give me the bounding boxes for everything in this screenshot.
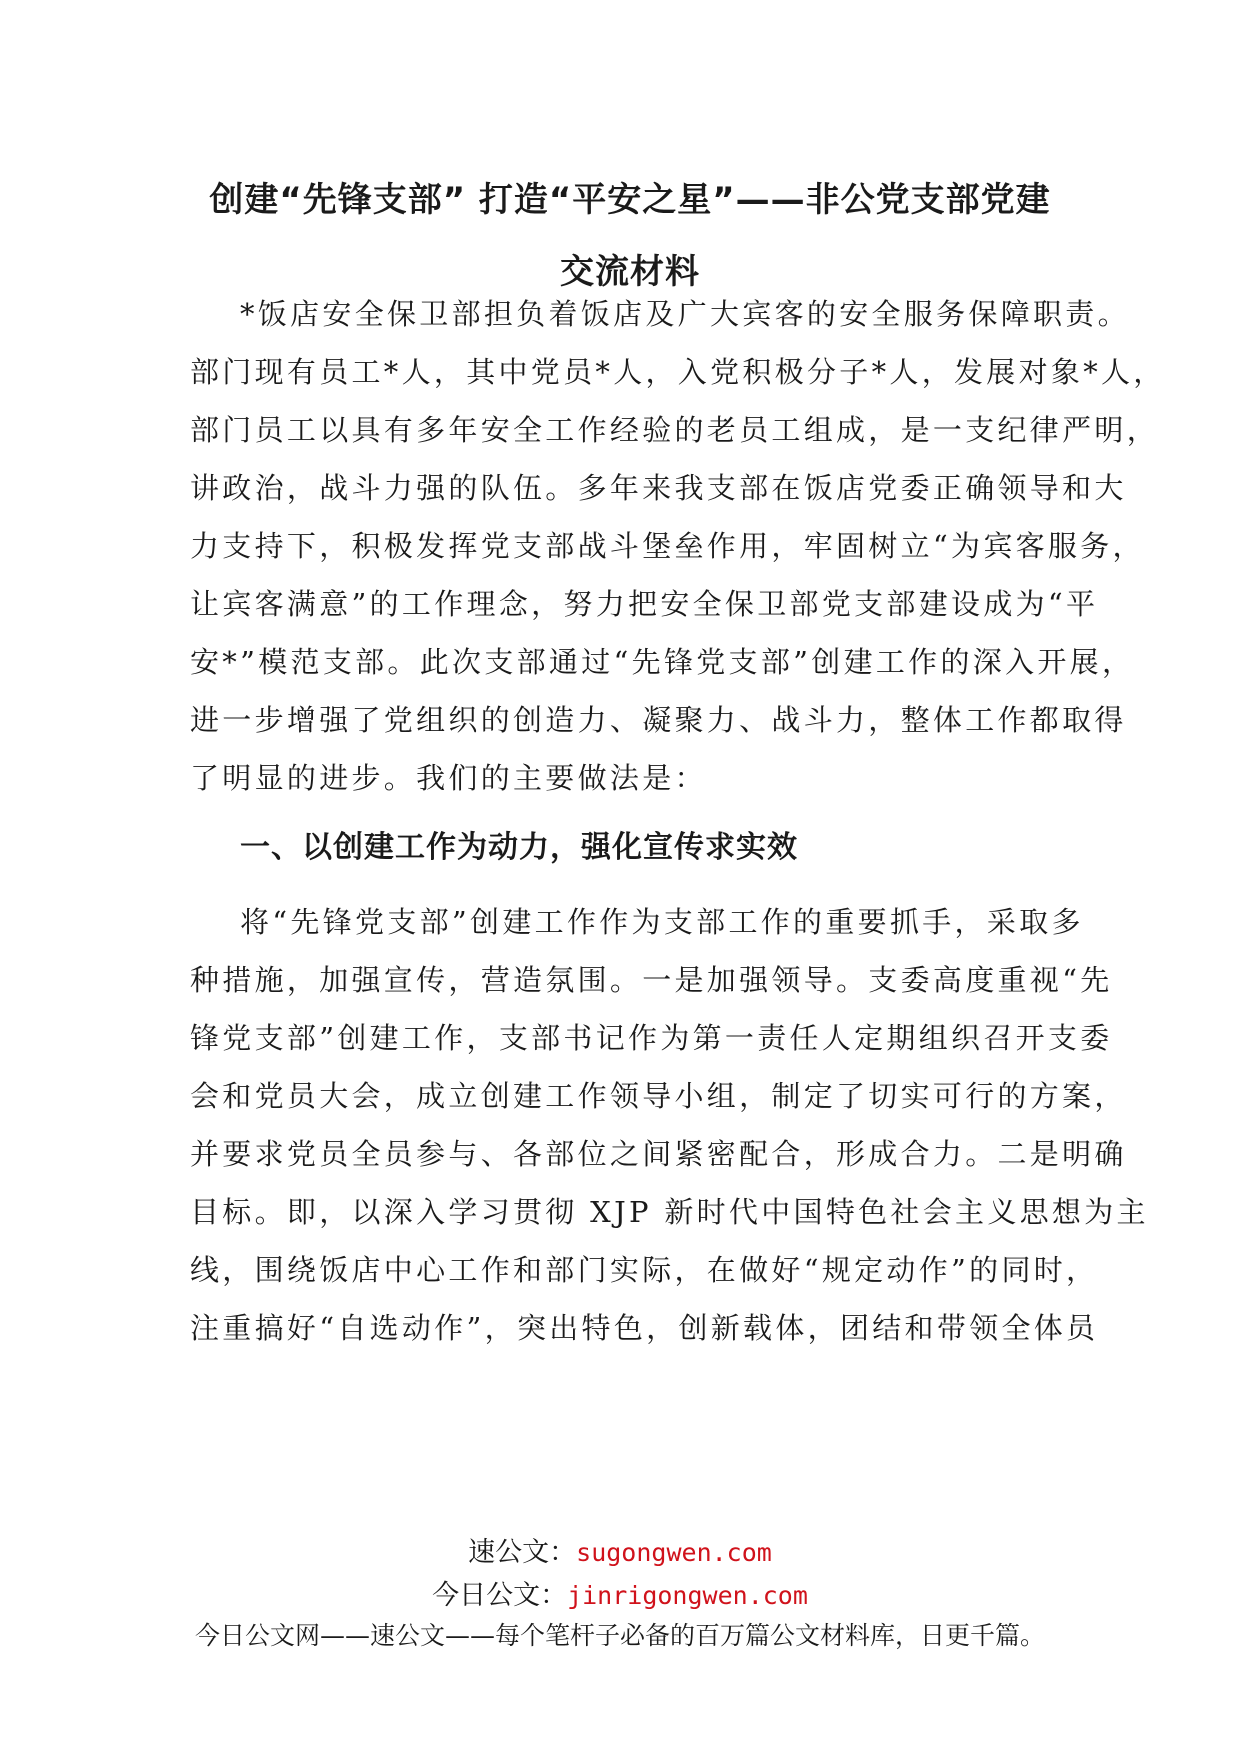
- footer-site-2-link[interactable]: jinrigongwen.com: [567, 1581, 808, 1610]
- paragraph-2-line-2: 种措施，加强宣传，营造氛围。一是加强领导。支委高度重视“先: [190, 963, 1113, 997]
- footer-site-1-label: 速公文：: [468, 1537, 577, 1568]
- paragraph-2-line-3: 锋党支部”创建工作，支部书记作为第一责任人定期组织召开支委: [190, 1021, 1113, 1055]
- document-title-line-1: 创建“先锋支部” 打造“平安之星”——非公党支部党建: [209, 180, 1051, 220]
- paragraph-1-line-3: 部门员工以具有多年安全工作经验的老员工组成，是一支纪律严明，: [190, 413, 1160, 447]
- paragraph-2-line-6: 目标。即，以深入学习贯彻 XJP 新时代中国特色社会主义思想为主: [190, 1195, 1149, 1229]
- footer-slogan: 今日公文网——速公文——每个笔杆子必备的百万篇公文材料库，日更千篇。: [194, 1621, 1045, 1650]
- paragraph-1-line-8: 进一步增强了党组织的创造力、凝聚力、战斗力，整体工作都取得: [190, 703, 1127, 737]
- section-heading-1: 一、以创建工作为动力，强化宣传求实效: [240, 830, 798, 865]
- paragraph-2-line-5: 并要求党员全员参与、各部位之间紧密配合，形成合力。二是明确: [190, 1137, 1127, 1171]
- footer-site-2-label: 今日公文：: [432, 1580, 568, 1611]
- paragraph-2-line-8: 注重搞好“自选动作”，突出特色，创新载体，团结和带领全体员: [190, 1311, 1099, 1345]
- paragraph-2-line-7: 线，围绕饭店中心工作和部门实际，在做好“规定动作”的同时，: [190, 1253, 1099, 1287]
- footer-site-2: [0, 1573, 1240, 1612]
- paragraph-1-line-7: 安*”模范支部。此次支部通过“先锋党支部”创建工作的深入开展，: [190, 645, 1135, 679]
- paragraph-1-line-2: 部门现有员工*人，其中党员*人，入党积极分子*人，发展对象*人，: [190, 355, 1166, 389]
- paragraph-2-line-4: 会和党员大会，成立创建工作领导小组，制定了切实可行的方案，: [190, 1079, 1127, 1113]
- paragraph-1-line-5: 力支持下，积极发挥党支部战斗堡垒作用，牢固树立“为宾客服务，: [190, 529, 1145, 563]
- paragraph-1-line-4: 讲政治，战斗力强的队伍。多年来我支部在饭店党委正确领导和大: [190, 471, 1127, 505]
- paragraph-1-line-6: 让宾客满意”的工作理念，努力把安全保卫部党支部建设成为“平: [190, 587, 1099, 621]
- footer-site-1: [0, 1530, 1240, 1569]
- footer-site-1-link[interactable]: sugongwen.com: [576, 1538, 772, 1567]
- paragraph-2-line-1: 将“先锋党支部”创建工作作为支部工作的重要抓手，采取多: [240, 905, 1084, 939]
- document-title-line-2: 交流材料: [560, 252, 700, 292]
- paragraph-1-line-9: 了明显的进步。我们的主要做法是：: [190, 761, 707, 795]
- paragraph-1-line-1: *饭店安全保卫部担负着饭店及广大宾客的安全服务保障职责。: [240, 297, 1130, 331]
